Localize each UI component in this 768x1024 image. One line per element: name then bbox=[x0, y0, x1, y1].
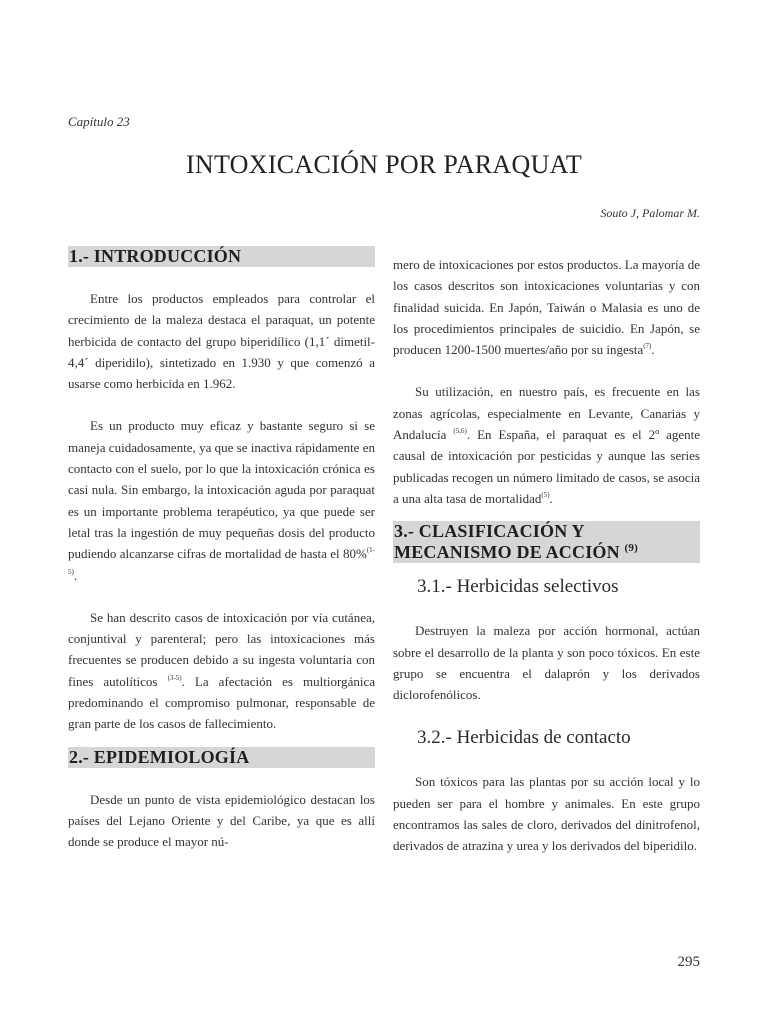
subsection-heading-selective: 3.1.- Herbicidas selectivos bbox=[417, 576, 619, 598]
epi-p2-end: . bbox=[549, 490, 553, 506]
intro-p3-text: Se han descrito casos de intoxicación por vía cutánea, conjuntival y parenteral; pero las intoxicaciones más frecuentes se producen debido a su ingesta voluntaria con fines autolíticos bbox=[68, 609, 375, 689]
intro-p3-text-end: . La afectación es multiorgánica predominando el compromiso pulmonar, responsable de gran parte de los casos de fallecimiento. bbox=[68, 673, 376, 732]
authors: Souto J, Palomar M. bbox=[600, 206, 700, 220]
left-column bbox=[68, 246, 375, 853]
citation-ref: (5) bbox=[541, 490, 550, 499]
selective-herbicides-paragraph: Destruyen la maleza por acción hormonal, actúan sobre el desarrollo de la planta y son poco tóxicos. En este grupo se encuentra el dalaprón y los derivados diclorofenólicos. bbox=[393, 623, 700, 703]
epidemiology-paragraph-1: Desde un punto de vista epidemiológico destacan los países del Lejano Oriente y del Caribe, ya que es allí donde se produce el mayor nú- bbox=[68, 791, 375, 850]
classification-heading-line2: MECANISMO DE ACCIÓN bbox=[394, 542, 620, 563]
citation-ref: (9) bbox=[624, 542, 638, 555]
citation-ref: (7) bbox=[643, 342, 652, 351]
intro-paragraph-1: Entre los productos empleados para controlar el crecimiento de la maleza destaca el paraquat, un potente herbicida de contacto del grupo biperidílico (1,1´ dimetil-4,4´ diperidilo), sintetizado en 1.930 y que comenzó a usarse como herbicida en 1.962. bbox=[68, 291, 375, 392]
epi-p1-end: . bbox=[651, 342, 655, 358]
intro-p2-end: . bbox=[73, 567, 78, 583]
citation-ref: (5,6) bbox=[453, 427, 467, 436]
section-heading-introduction: 1.- INTRODUCCIÓN bbox=[68, 246, 375, 267]
subsection-heading-contact: 3.2.- Herbicidas de contacto bbox=[417, 727, 631, 749]
chapter-label: Capítulo 23 bbox=[68, 114, 130, 129]
epi-p2-text-mid: . En España, el paraquat es el 2º agente causal de intoxicación por pesticidas y aunque las series publicadas recogen un número limitado de casos, se asocia a una alta tasa de mortalidad bbox=[393, 427, 701, 506]
section-heading-epidemiology: 2.- EPIDEMIOLOGÍA bbox=[68, 747, 375, 768]
intro-paragraph-2 bbox=[68, 415, 375, 585]
intro-p2-text: Es un producto muy eficaz y bastante seguro si se maneja cuidadosamente, ya que se inactiva rápidamente en contacto con el suelo, por lo que la intoxicación crónica es casi nula. Sin embargo, la intoxicación aguda por paraquat es un importante problema terapéutico, ya que puede ser letal tras la ingestión de muy pequeñas dosis del producto pudiendo alcanzarse cifras de mortalidad de hasta el 80% bbox=[68, 418, 375, 562]
intro-paragraph-3 bbox=[68, 607, 375, 735]
epidemiology-paragraph-1-continued bbox=[393, 254, 700, 360]
epidemiology-paragraph-2 bbox=[393, 381, 700, 509]
page-number: 295 bbox=[677, 954, 700, 970]
section-heading-classification bbox=[393, 521, 700, 563]
citation-ref: (3-5) bbox=[167, 673, 182, 682]
contact-herbicides-paragraph: Son tóxicos para las plantas por su acción local y lo pueden ser para el hombre y animales. En este grupo encontramos las sales de cloro, derivados del dinitrofenol, derivados de atrazina y urea y los derivados del biperidilo. bbox=[393, 774, 700, 854]
epi-p2-text: Su utilización, en nuestro país, es frecuente en las zonas agrícolas, especialmente en Levante, Canarias y Andalucía bbox=[393, 384, 700, 443]
epi-p1-cont-text: mero de intoxicaciones por estos productos. La mayoría de los casos descritos son intoxicaciones voluntarias y con finalidad suicida. En Japón, Taiwán o Malasia es uno de los procedimientos principales de suicidio. En Japón, se producen 1200-1500 muertes/año por su ingesta bbox=[393, 257, 700, 358]
classification-heading-line1: 3.- CLASIFICACIÓN Y bbox=[394, 521, 585, 542]
right-column bbox=[393, 254, 700, 857]
citation-ref: (1-5) bbox=[68, 546, 375, 576]
page-title: INTOXICACIÓN POR PARAQUAT bbox=[185, 150, 583, 179]
